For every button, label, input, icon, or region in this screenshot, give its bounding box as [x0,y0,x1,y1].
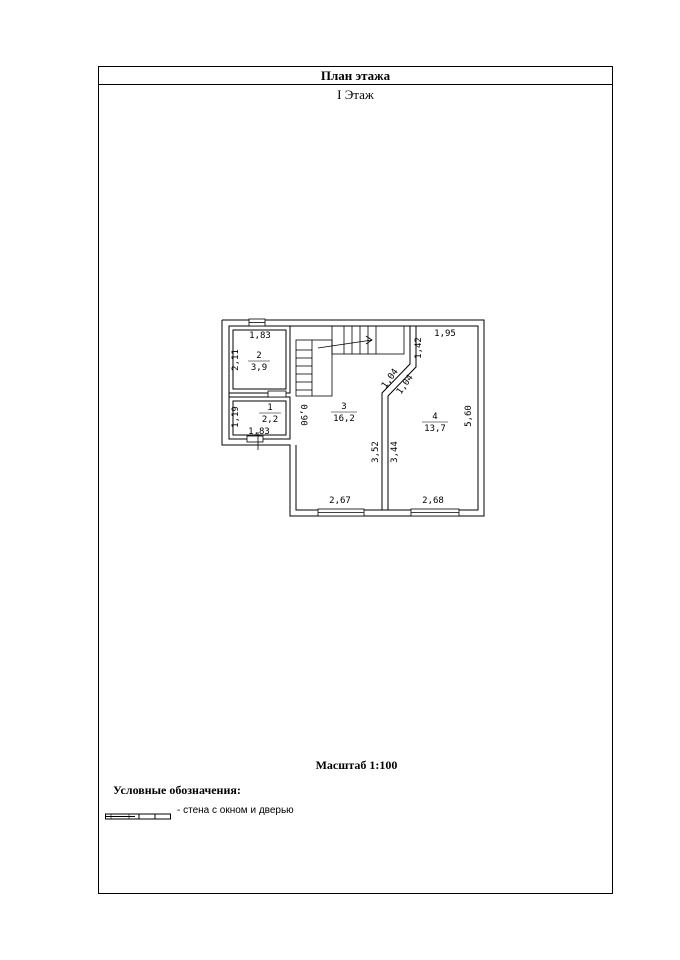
dim-r3-bottom: 2,67 [329,496,351,506]
dim-r4-left: 3,44 [390,441,400,463]
dim-r3-right: 3,52 [371,441,381,463]
room-4-label [422,412,448,434]
door-room-2 [268,391,286,397]
dim-r1-right: 0,90 [298,404,308,426]
plan-title: План этажа [99,67,612,85]
dim-r4-bottom: 2,68 [422,496,444,506]
dim-r4-diag-b: 1,04 [395,373,416,397]
room-area: 13,7 [424,424,446,434]
window-top-room-2 [249,319,265,326]
room-number: 4 [432,412,438,422]
room-2-label [248,361,270,373]
room-number: 3 [341,402,347,412]
legend-item-label: - стена с окном и дверью [177,805,294,816]
dim-r4-top: 1,95 [434,329,456,339]
dim-r4-diag-a: 1,04 [380,367,401,391]
dim-r4-left-top: 1,42 [414,337,424,359]
room-3-label [331,402,357,424]
room-area: 3,9 [250,363,268,373]
floor-label: I Этаж [337,87,374,102]
room-1-label [259,403,281,425]
room-area: 2,2 [261,415,279,425]
dim-r1-left: 1,19 [231,406,241,428]
room-2-number: 2 [256,351,262,361]
scale-label: Масштаб 1:100 [315,758,398,772]
dim-r2-top: 1,83 [249,331,271,341]
window-bottom-room-3 [318,509,364,516]
dim-r4-right: 5,60 [464,405,474,427]
legend-title: Условные обозначения: [113,783,241,797]
room-number: 1 [267,403,273,413]
room-area: 16,2 [333,414,355,424]
dim-r1-bottom: 1,83 [248,427,270,437]
dim-r2-left: 2,11 [231,349,241,371]
window-bottom-room-4 [411,509,459,516]
